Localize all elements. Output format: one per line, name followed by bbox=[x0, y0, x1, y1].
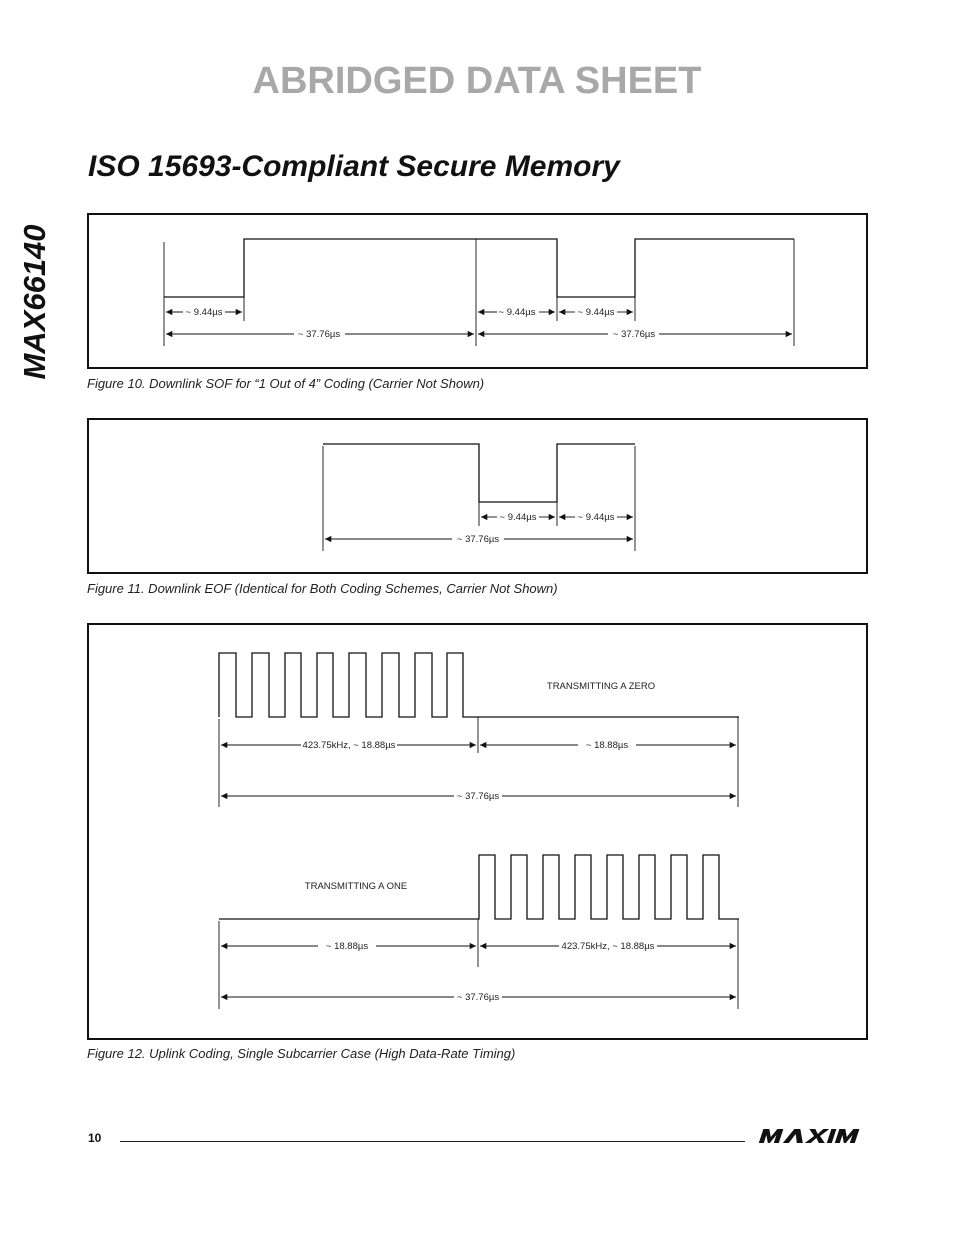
banner-title: ABRIDGED DATA SHEET bbox=[252, 60, 702, 102]
one-waveform bbox=[219, 855, 739, 919]
label-zero-b: ~ 18.88µs bbox=[585, 740, 629, 751]
label-9-44-c: ~ 9.44µs bbox=[577, 307, 615, 318]
figure-12-caption: Figure 12. Uplink Coding, Single Subcarrier Case (High Data-Rate Timing) bbox=[87, 1046, 516, 1061]
figure-12-box bbox=[87, 623, 868, 1040]
figure-11-diagram bbox=[89, 420, 870, 576]
eof-waveform bbox=[323, 444, 635, 502]
label-one-b: 423.75kHz, ~ 18.88µs bbox=[561, 941, 655, 952]
figure-11-box bbox=[87, 418, 868, 574]
label-transmitting-zero: TRANSMITTING A ZERO bbox=[546, 681, 656, 692]
label-transmitting-one: TRANSMITTING A ONE bbox=[304, 881, 408, 892]
maxim-logo bbox=[756, 1127, 866, 1145]
label-9-44-a: ~ 9.44µs bbox=[185, 307, 223, 318]
label-zero-total: ~ 37.76µs bbox=[456, 791, 500, 802]
footer-rule bbox=[120, 1141, 745, 1142]
sof-waveform bbox=[164, 239, 794, 297]
sof-ticks bbox=[164, 239, 794, 346]
label-one-a: ~ 18.88µs bbox=[325, 941, 369, 952]
label-37-76-b: ~ 37.76µs bbox=[612, 329, 656, 340]
figure-10-caption: Figure 10. Downlink SOF for “1 Out of 4” Coding (Carrier Not Shown) bbox=[87, 376, 485, 391]
figure-10-diagram bbox=[89, 215, 870, 371]
label-one-total: ~ 37.76µs bbox=[456, 992, 500, 1003]
label-9-44-a: ~ 9.44µs bbox=[499, 512, 537, 523]
figure-11-caption: Figure 11. Downlink EOF (Identical for Both Coding Schemes, Carrier Not Shown) bbox=[87, 581, 558, 596]
page-title: ISO 15693-Compliant Secure Memory bbox=[88, 150, 620, 183]
side-part-number bbox=[10, 214, 60, 389]
label-9-44-b: ~ 9.44µs bbox=[577, 512, 615, 523]
label-9-44-b: ~ 9.44µs bbox=[498, 307, 536, 318]
label-37-76-a: ~ 37.76µs bbox=[297, 329, 341, 340]
page-number: 10 bbox=[88, 1131, 102, 1145]
label-zero-a: 423.75kHz, ~ 18.88µs bbox=[302, 740, 396, 751]
part-number-text: MAX66140 bbox=[17, 223, 52, 380]
label-37-76: ~ 37.76µs bbox=[456, 534, 500, 545]
figure-12-diagram bbox=[89, 625, 870, 1042]
figure-10-box bbox=[87, 213, 868, 369]
zero-waveform bbox=[219, 653, 739, 717]
